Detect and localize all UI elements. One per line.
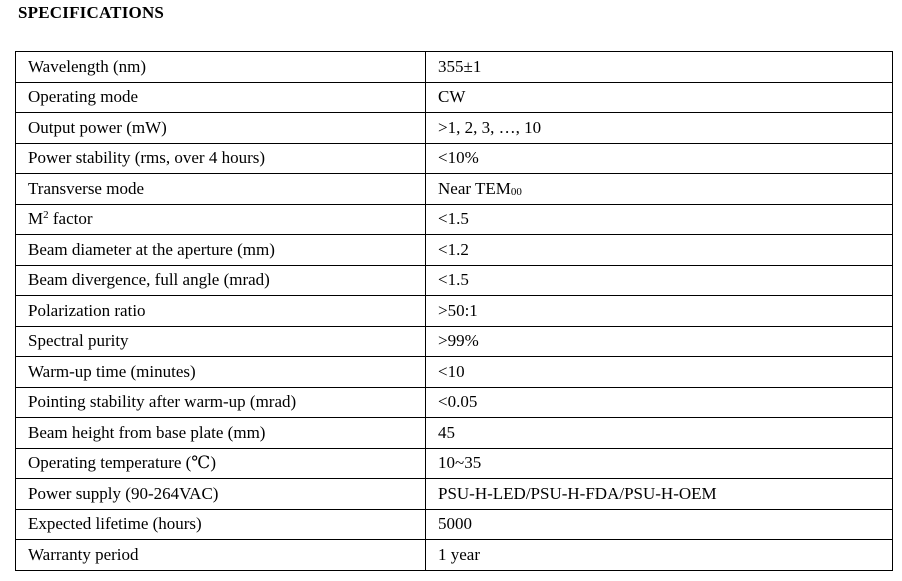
parameter-cell: Expected lifetime (hours) [16,509,426,540]
parameter-cell: Wavelength (nm) [16,52,426,83]
table-row [16,540,893,571]
value-cell: 5000 [426,509,893,540]
value-cell: <10 [426,357,893,388]
parameter-cell: Operating temperature (℃) [16,448,426,479]
value-cell: CW [426,82,893,113]
parameter-cell: Beam height from base plate (mm) [16,418,426,449]
table-row [16,235,893,266]
value-cell: <1.5 [426,204,893,235]
value-cell: <10% [426,143,893,174]
specifications-table [15,51,893,571]
parameter-cell: Spectral purity [16,326,426,357]
parameter-cell: Power supply (90-264VAC) [16,479,426,510]
parameter-cell: Beam divergence, full angle (mrad) [16,265,426,296]
section-heading: SPECIFICATIONS [18,3,165,22]
superscript-text: 2 [43,209,49,222]
subscript-text: 00 [510,185,522,198]
parameter-cell: Operating mode [16,82,426,113]
table-row [16,448,893,479]
value-cell [426,174,893,205]
param-main-text: M [28,209,44,229]
value-cell: <1.2 [426,235,893,266]
table-row [16,52,893,83]
value-cell: 355±1 [426,52,893,83]
value-cell: PSU-H-LED/PSU-H-FDA/PSU-H-OEM [426,479,893,510]
table-row [16,204,893,235]
value-cell: <1.5 [426,265,893,296]
table-row [16,418,893,449]
table-row [16,82,893,113]
param-rest-text: factor [48,209,93,229]
parameter-cell [16,204,426,235]
table-row [16,509,893,540]
value-cell: >50:1 [426,296,893,327]
parameter-cell: Beam diameter at the aperture (mm) [16,235,426,266]
table-row [16,143,893,174]
parameter-cell: Output power (mW) [16,113,426,144]
table-row [16,326,893,357]
parameter-cell: Power stability (rms, over 4 hours) [16,143,426,174]
parameter-cell: Transverse mode [16,174,426,205]
value-cell: 10~35 [426,448,893,479]
table-row [16,113,893,144]
table-row [16,296,893,327]
value-main-text: Near TEM [438,178,511,198]
value-cell: <0.05 [426,387,893,418]
table-row [16,479,893,510]
value-cell: >99% [426,326,893,357]
parameter-cell: Pointing stability after warm-up (mrad) [16,387,426,418]
table-row [16,357,893,388]
parameter-cell: Polarization ratio [16,296,426,327]
table-row [16,265,893,296]
table-row [16,174,893,205]
value-cell: >1, 2, 3, …, 10 [426,113,893,144]
value-cell: 1 year [426,540,893,571]
parameter-cell: Warm-up time (minutes) [16,357,426,388]
table-row [16,387,893,418]
value-cell: 45 [426,418,893,449]
parameter-cell: Warranty period [16,540,426,571]
